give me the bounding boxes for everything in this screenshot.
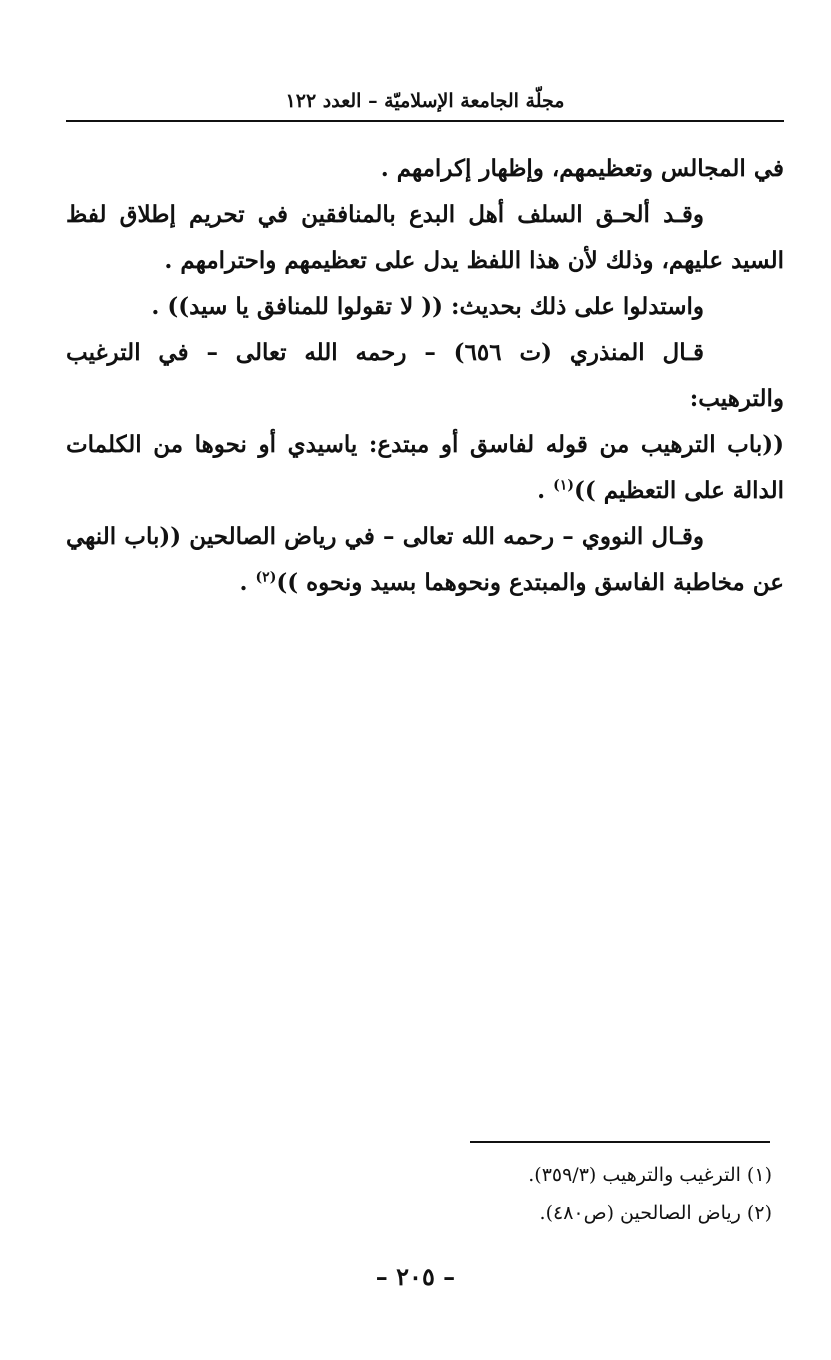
running-header: مجلّة الجامعة الإسلاميّة – العدد ١٢٢ [285,90,565,112]
paragraph-2: وقـد ألحـق السلف أهل البدع بالمنافقين في تحريم إطلاق لفظ السيد عليهم، وذلك لأن هذا اللفظ يدل على تعظيمهم واحترامهم . [66,201,784,274]
paragraph-5-end: . [537,477,554,504]
paragraph-6 [66,514,784,606]
footnote-divider [470,1141,770,1143]
paragraph-1: في المجالس وتعظيمهم، وإظهار إكرامهم . [380,155,784,182]
paragraph-6-text: وقـال النووي – رحمه الله تعالى – في رياض الصالحين ((باب النهي عن مخاطبة الفاسق والمبتدع ونحوهما بسيد ونحوه )) [66,523,784,596]
footnote-ref-2[interactable]: (٢) [255,569,277,586]
paragraph-5-text: ((باب الترهيب من قوله لفاسق أو مبتدع: ياسيدي أو نحوها من الكلمات الدالة على التعظيم )) [66,431,784,504]
footnote-1: (١) الترغيب والترهيب (٣٥٩/٣). [528,1164,772,1186]
header-divider [66,120,784,122]
footnotes [400,1156,772,1232]
page-number: – ٢٠٥ – [375,1262,456,1291]
main-text [66,146,784,606]
footnote-2: (٢) رياض الصالحين (ص٤٨٠). [539,1202,772,1224]
paragraph-3: واستدلوا على ذلك بحديث: (( لا تقولوا للمنافق يا سيد)) . [151,293,704,320]
footnote-ref-1[interactable]: (١) [553,477,574,494]
paragraph-6-end: . [239,569,256,596]
paragraph-5 [66,422,784,514]
paragraph-4: قـال المنذري (ت ٦٥٦) – رحمه الله تعالى – في الترغيب والترهيب: [66,339,784,412]
